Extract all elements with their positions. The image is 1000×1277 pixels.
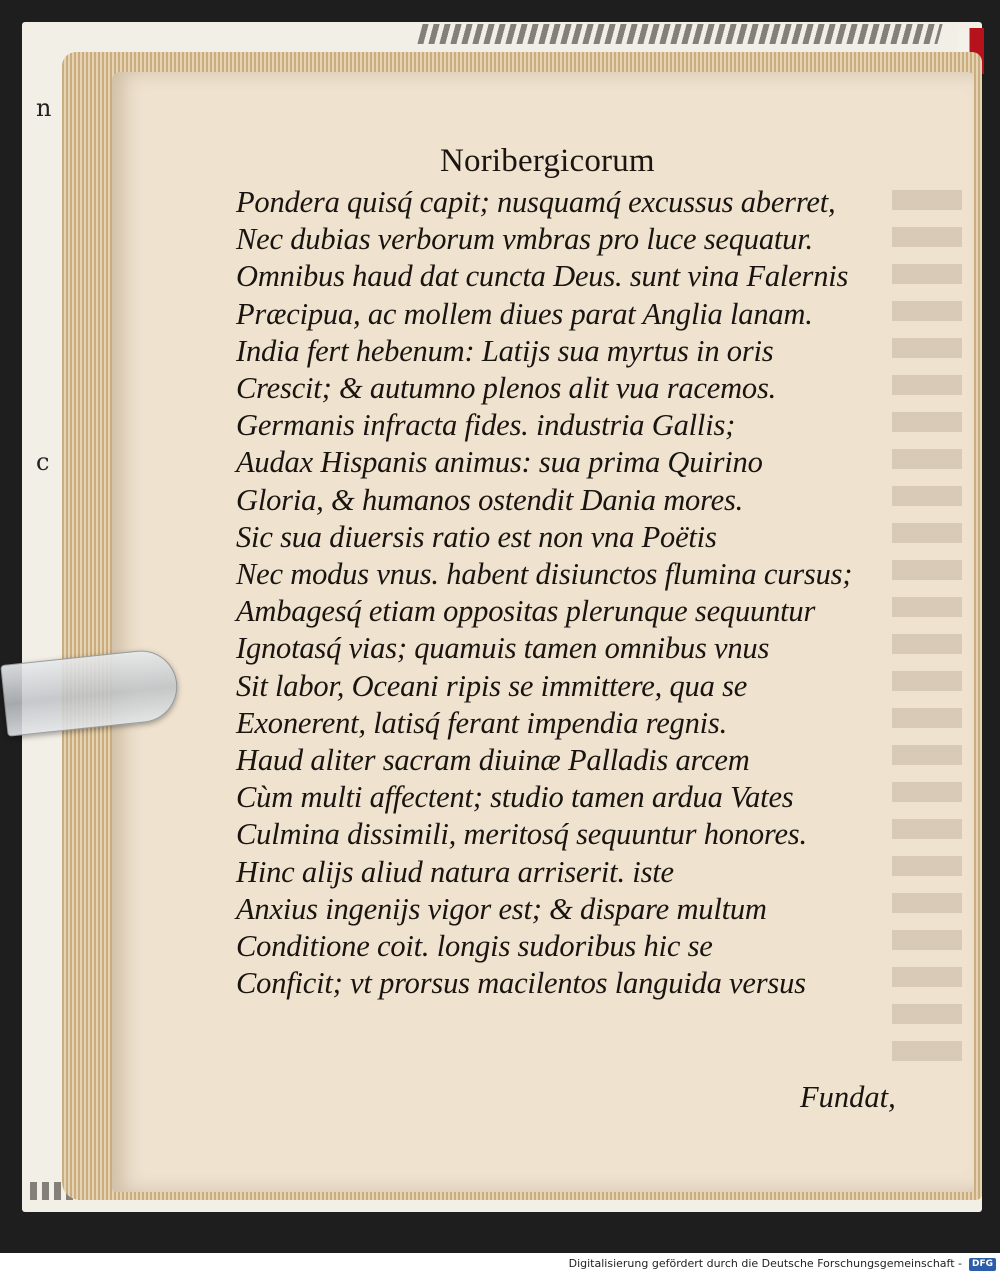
dfg-logo: DFG	[969, 1258, 996, 1271]
catchword: Fundat,	[800, 1080, 896, 1114]
verse-line: Pondera quisq́ capit; nusquamq́ excussus aberret,	[236, 185, 836, 219]
funding-notice: Digitalisierung gefördert durch die Deutsche Forschungsgemeinschaft -	[568, 1257, 962, 1270]
verse-line: Omnibus haud dat cuncta Deus. sunt vina Falernis	[236, 259, 849, 294]
left-margin-marks	[0, 0, 60, 1253]
verse-line: Hinc alijs aliud natura arriserit. iste	[236, 854, 674, 889]
facing-page-bleed-through	[892, 190, 962, 1070]
verse-line: Sit labor, Oceani ripis se immittere, qua se	[236, 668, 748, 703]
page-heading: Noribergicorum	[440, 143, 655, 179]
verse-line: Crescit; & autumno plenos alit vua racemos.	[236, 371, 777, 406]
verse-line: Culmina dissimili, meritosq́ sequuntur honores.	[236, 817, 807, 852]
verse-line: Ignotasq́ vias; quamuis tamen omnibus vnus	[236, 631, 770, 666]
verse-line: Anxius ingenijs vigor est; & dispare multum	[236, 891, 767, 926]
verse-line: Haud aliter sacram diuinæ Palladis arcem	[236, 743, 750, 778]
verse-line: Exonerent, latisq́ ferant impendia regnis.	[236, 705, 728, 740]
verse-line: Audax Hispanis animus: sua prima Quirino	[236, 445, 763, 480]
verse-line: Sic sua diuersis ratio est non vna Poëtis	[236, 519, 717, 554]
footer-bar	[0, 1253, 1000, 1277]
verse-line: Nec dubias verborum vmbras pro luce sequatur.	[236, 222, 813, 257]
verse-line: Conditione coit. longis sudoribus hic se	[236, 929, 713, 964]
verse-line: Conficit; vt prorsus macilentos languida versus	[236, 966, 806, 1001]
verse-block	[236, 184, 852, 1002]
verse-line: Gloria, & humanos ostendit Dania mores.	[236, 482, 744, 517]
underlying-leaf-text-top	[417, 24, 942, 44]
verse-line: India fert hebenum: Latijs sua myrtus in oris	[236, 333, 774, 368]
verse-line: Cùm multi affectent; studio tamen ardua Vates	[236, 780, 794, 815]
verse-line: Præcipua, ac mollem diues parat Anglia lanam.	[236, 296, 813, 331]
verse-line: Ambagesq́ etiam oppositas plerunque sequuntur	[236, 594, 816, 629]
verse-line: Nec modus vnus. habent disiunctos flumina cursus;	[236, 557, 853, 592]
verse-line: Germanis infracta fides. industria Gallis;	[236, 408, 736, 443]
margin-mark: c	[36, 448, 50, 476]
margin-mark: n	[36, 94, 52, 122]
